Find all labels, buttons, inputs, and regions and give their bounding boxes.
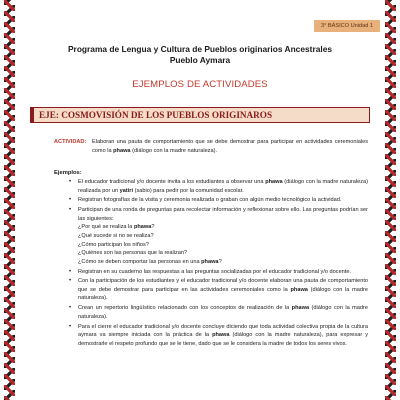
list-item [68, 277, 368, 303]
list-item [68, 206, 368, 266]
activity-text-part: (diálogo con la madre naturaleza). [130, 147, 218, 154]
bullet-icon: • [68, 278, 72, 285]
activity-text-bold: phawa [113, 147, 131, 154]
eje-heading: EJE: COSMOVISIÓN DE LOS PUEBLOS ORIGINAROS [30, 107, 370, 123]
grade-unit-badge: 3° BÁSICO Unidad 1 [314, 20, 380, 32]
item-text: Crean un repertorio lingüístico relacionado con los conceptos de realización de la [78, 305, 292, 312]
question-line [78, 258, 368, 267]
section-title: EJEMPLOS DE ACTIVIDADES [132, 79, 268, 90]
item-text-bold: phawa [212, 332, 230, 339]
item-text: Para el cierre el educador tradicional y/o docente concluye diciendo que toda actividad colectiva propia de la cultura aymara va siempre iniciada con la práctica de la [78, 323, 368, 339]
item-text-bold: yatiri [119, 187, 134, 194]
item-text: ? [151, 224, 155, 231]
item-text: Con la participación de los estudiantes y el educador tradicional y/o docente elaboran una pauta de comportamiento que se debe demostrar para participar en las actividades ceremoniales como la [78, 278, 368, 293]
item-text-bold: phawa [290, 286, 308, 293]
item-text: ? [218, 258, 222, 265]
item-text: (sabio) para pedir por la comunidad escolar. [133, 187, 244, 194]
item-text-bold: phawa [201, 258, 219, 265]
bullet-icon: • [68, 197, 72, 204]
list-item [68, 304, 368, 321]
question-line: ¿Quiénes son las personas que la realizan? [78, 250, 188, 257]
activity-text-part: Elaboran una pauta de comportamiento que se debe demostrar para participar en actividades ceremoniales como la [92, 139, 368, 154]
item-text-bold: phawa [291, 305, 310, 312]
activity-label: ACTIVIDAD: [54, 139, 87, 145]
list-item [68, 323, 368, 349]
item-text: ¿Por qué se realiza la [78, 224, 134, 231]
item-text-bold: phawa [265, 179, 283, 185]
item-text: El educador tradicional y/o docente invita a los estudiantes a observar una [78, 179, 266, 185]
list-item [68, 268, 368, 277]
item-text: Registran en su cuaderno las respuestas a las preguntas socializadas por el educador tradicional y/o docente. [78, 268, 352, 275]
question-line [78, 223, 368, 232]
item-text: (diálogo con la madre naturaleza). [78, 286, 368, 302]
program-title: Programa de Lengua y Cultura de Pueblos originarios Ancestrales [67, 44, 333, 54]
bullet-icon: • [68, 268, 72, 275]
item-text: (diálogo con la madre naturaleza), para expresar y demostrarle el respeto profundo que se le tiene, dado que se le considera la madre de todos los seres vivos. [78, 332, 368, 347]
bullet-icon: • [68, 207, 72, 214]
question-line: ¿Qué sucede si no se realiza? [78, 232, 154, 239]
item-text-bold: phawa [133, 224, 152, 231]
bullet-icon: • [68, 323, 72, 330]
question-line: ¿Cómo participan los niños? [78, 241, 149, 248]
list-item [68, 178, 369, 195]
bullet-icon: • [68, 179, 72, 185]
item-text: (diálogo con la madre naturaleza). [78, 305, 368, 320]
item-text: Registran fotografías de la visita y ceremonia realizada o graban con algún medio tecnológico la actividad. [78, 197, 342, 204]
item-text: ¿Cómo se deben comportar las personas en una [78, 258, 202, 265]
item-text: (diálogo con la madre naturaleza) realizada por un [78, 179, 369, 194]
item-text: Participan de una ronda de preguntas para recolectar información y reflexionar sobre ello. Las preguntas podrían ser las siguientes: [78, 207, 368, 222]
examples-list [68, 178, 369, 350]
list-item [68, 196, 368, 205]
activity-description [54, 138, 368, 155]
examples-label: Ejemplos: [54, 170, 82, 176]
activity-text [54, 138, 368, 155]
program-subtitle: Pueblo Aymara [169, 55, 231, 65]
bullet-icon: • [68, 305, 72, 312]
